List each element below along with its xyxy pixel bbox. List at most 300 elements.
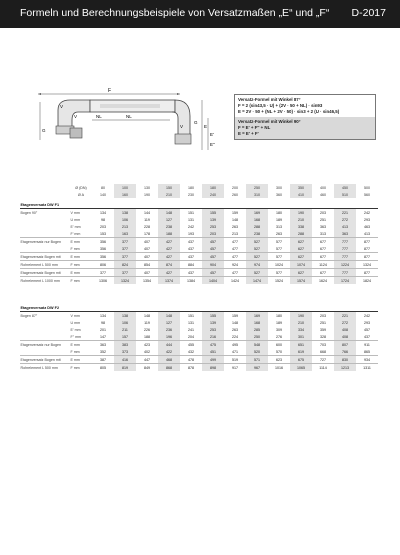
table-cell: 1724 bbox=[334, 277, 356, 285]
table-cell: 238 bbox=[246, 230, 268, 238]
table-cell: 402 bbox=[144, 349, 150, 354]
table-cell: 457 bbox=[202, 269, 224, 277]
column-dn-label: Ø (DN) bbox=[75, 185, 87, 190]
table-cell: 236 bbox=[158, 326, 180, 333]
table-cell: 285 bbox=[246, 326, 268, 333]
table-cell: 159 bbox=[232, 210, 238, 215]
table-cell: 627 bbox=[290, 238, 312, 246]
section-title: Etagenversatz DW F1 bbox=[20, 198, 378, 209]
table-row bbox=[20, 245, 378, 253]
column-header-ext: 360 bbox=[276, 192, 282, 197]
table-cell: 495 bbox=[224, 341, 246, 349]
label-nl: NL bbox=[126, 114, 132, 119]
table-cell: 924 bbox=[224, 261, 246, 269]
row-label: Etagenversatz nur Bogen bbox=[20, 238, 70, 246]
table-cell: 106 bbox=[114, 216, 136, 223]
table-cell: 1124 bbox=[312, 261, 334, 269]
table-row bbox=[20, 209, 378, 217]
table-cell: 213 bbox=[114, 223, 136, 230]
column-header-dn: 180 bbox=[202, 184, 224, 191]
table-cell: 203 bbox=[100, 224, 106, 229]
elbow-right bbox=[172, 100, 190, 136]
table-cell: 677 bbox=[312, 238, 334, 246]
table-cell: 1474 bbox=[246, 277, 268, 285]
table-cell: 1016 bbox=[268, 364, 290, 372]
table-cell: 169 bbox=[246, 312, 268, 320]
table-cell: 437 bbox=[180, 238, 202, 246]
table-cell: 134 bbox=[100, 313, 106, 318]
table-cell: 1424 bbox=[224, 277, 246, 285]
table-cell: 309 bbox=[276, 327, 282, 332]
formula-f-90: F = E' + F'' + NL bbox=[238, 125, 271, 130]
column-header-ext: 410 bbox=[290, 191, 312, 198]
table-cell: 1574 bbox=[290, 277, 312, 285]
table-cell: 407 bbox=[136, 269, 158, 277]
column-header-dn: 80 bbox=[101, 185, 105, 190]
table-cell: 148 bbox=[144, 313, 150, 318]
table-cell: 444 bbox=[158, 341, 180, 349]
table-cell: 180 bbox=[276, 313, 282, 318]
table-cell: 477 bbox=[232, 246, 238, 251]
table-cell: 242 bbox=[188, 224, 194, 229]
column-header-dn: 180 bbox=[188, 185, 194, 190]
table-row bbox=[20, 230, 378, 238]
table-cell: 127 bbox=[158, 216, 180, 223]
table-cell: 169 bbox=[246, 209, 268, 217]
table-cell: 854 bbox=[136, 261, 158, 269]
table-cell: 819 bbox=[114, 364, 136, 372]
row-label: Etagenversatz Bogen mit bbox=[20, 356, 70, 364]
column-header-dn: 450 bbox=[334, 184, 356, 191]
table-row bbox=[20, 333, 378, 341]
table-cell: 263 bbox=[276, 231, 282, 236]
table-cell: 383 bbox=[114, 341, 136, 349]
table-row bbox=[20, 269, 378, 277]
table-cell: 570 bbox=[276, 349, 282, 354]
table-cell: 527 bbox=[246, 245, 268, 253]
table-cell: 263 bbox=[232, 224, 238, 229]
table-cell: 627 bbox=[290, 253, 312, 261]
table-cell: 139 bbox=[202, 216, 224, 223]
row-unit: F mm bbox=[70, 364, 92, 372]
table-cell: 250 bbox=[246, 333, 268, 341]
row-unit: F' mm bbox=[70, 231, 81, 236]
table-cell: 1324 bbox=[114, 277, 136, 285]
table-row bbox=[20, 312, 378, 320]
table-cell: 766 bbox=[334, 348, 356, 356]
row-unit: V mm bbox=[70, 210, 80, 215]
table-cell: 877 bbox=[356, 238, 378, 246]
row-label bbox=[20, 333, 70, 341]
table-cell: 478 bbox=[180, 356, 202, 364]
table-cell: 457 bbox=[202, 253, 224, 261]
column-header-ext: 190 bbox=[144, 192, 150, 197]
table-cell: 151 bbox=[188, 210, 194, 215]
table-cell: 1524 bbox=[268, 277, 290, 285]
table-cell: 427 bbox=[158, 238, 180, 246]
table-row bbox=[20, 326, 378, 333]
table-cell: 1024 bbox=[268, 261, 290, 269]
table-cell: 777 bbox=[334, 238, 356, 246]
table-cell: 263 bbox=[232, 327, 238, 332]
table-row bbox=[20, 356, 378, 364]
table-cell: 1306 bbox=[92, 277, 114, 285]
table-cell: 134 bbox=[100, 210, 106, 215]
table-row bbox=[20, 253, 378, 261]
table-cell: 272 bbox=[334, 319, 356, 326]
table-cell: 387 bbox=[92, 356, 114, 364]
table-cell: 577 bbox=[268, 269, 290, 277]
row-unit: F mm bbox=[70, 349, 80, 354]
table-cell: 216 bbox=[202, 333, 224, 341]
row-unit: F mm bbox=[70, 261, 92, 269]
table-cell: 437 bbox=[188, 246, 194, 251]
table-cell: 427 bbox=[158, 253, 180, 261]
table-row bbox=[20, 319, 378, 326]
table-cell: 226 bbox=[144, 327, 150, 332]
formula-title-90: Versatz-Formel mit Winkel 90° bbox=[238, 119, 301, 124]
table-cell: 849 bbox=[136, 364, 158, 372]
table-cell: 251 bbox=[320, 217, 326, 222]
row-label bbox=[20, 216, 70, 223]
table-cell: 242 bbox=[364, 313, 370, 318]
table-cell: 148 bbox=[232, 320, 238, 325]
table-cell: 451 bbox=[202, 348, 224, 356]
table-cell: 139 bbox=[202, 319, 224, 326]
table-cell: 457 bbox=[202, 238, 224, 246]
row-unit: V mm bbox=[70, 313, 80, 318]
table-cell: 437 bbox=[180, 269, 202, 277]
table-cell: 151 bbox=[188, 313, 194, 318]
table-cell: 416 bbox=[114, 356, 136, 364]
column-ext-label: Ø A bbox=[78, 192, 84, 197]
offset-tables bbox=[20, 184, 378, 371]
table-cell: 241 bbox=[188, 327, 194, 332]
table-cell: 228 bbox=[144, 224, 150, 229]
label-e: E bbox=[204, 124, 208, 129]
table-cell: 352 bbox=[100, 349, 106, 354]
table-cell: 163 bbox=[114, 230, 136, 238]
table-cell: 1224 bbox=[334, 261, 356, 269]
formula-box bbox=[234, 94, 376, 140]
table-cell: 600 bbox=[268, 341, 290, 349]
table-cell: 1404 bbox=[202, 277, 224, 285]
table-cell: 675 bbox=[290, 356, 312, 364]
table-cell: 356 bbox=[92, 253, 114, 261]
row-label bbox=[20, 348, 70, 356]
table-cell: 917 bbox=[224, 364, 246, 372]
table-row bbox=[20, 348, 378, 356]
column-header-dn: 500 bbox=[364, 185, 370, 190]
table-cell: 777 bbox=[334, 245, 356, 253]
table-cell: 1824 bbox=[356, 277, 378, 285]
column-header-ext: 240 bbox=[202, 191, 224, 198]
offset-diagram bbox=[30, 88, 220, 168]
table-cell: 427 bbox=[158, 245, 180, 253]
table-cell: 777 bbox=[334, 253, 356, 261]
table-cell: 1384 bbox=[180, 277, 202, 285]
table-row bbox=[20, 216, 378, 223]
table-cell: 432 bbox=[188, 349, 194, 354]
table-cell: 203 bbox=[320, 210, 326, 215]
document-code: D-2017 bbox=[351, 7, 386, 19]
table-cell: 651 bbox=[290, 341, 312, 349]
table-cell: 904 bbox=[202, 261, 224, 269]
table-cell: 499 bbox=[202, 356, 224, 364]
table-cell: 577 bbox=[268, 238, 290, 246]
table-cell: 377 bbox=[114, 238, 136, 246]
table-cell: 377 bbox=[92, 269, 114, 277]
table-cell: 437 bbox=[180, 253, 202, 261]
table-cell: 363 bbox=[320, 224, 326, 229]
column-header-ext: 210 bbox=[158, 191, 180, 198]
label-g-2: G bbox=[194, 120, 198, 125]
table-cell: 727 bbox=[312, 356, 334, 364]
column-header-ext: 230 bbox=[188, 192, 194, 197]
row-label: Rohrelement L 1000 mm bbox=[20, 277, 70, 285]
table-cell: 301 bbox=[290, 333, 312, 341]
table-cell: 189 bbox=[276, 320, 282, 325]
table-cell: 1311 bbox=[356, 364, 378, 372]
row-label: Etagenversatz Bogen mit bbox=[20, 269, 70, 277]
table-cell: 127 bbox=[158, 319, 180, 326]
table-cell: 865 bbox=[364, 349, 370, 354]
table-cell: 138 bbox=[114, 209, 136, 217]
table-cell: 623 bbox=[268, 356, 290, 364]
row-unit: E' mm bbox=[70, 327, 81, 332]
row-label bbox=[20, 326, 70, 333]
page-header bbox=[0, 0, 400, 28]
table-cell: 519 bbox=[224, 356, 246, 364]
table-cell: 131 bbox=[188, 320, 194, 325]
row-label bbox=[20, 223, 70, 230]
table-cell: 455 bbox=[180, 341, 202, 349]
table-cell: 203 bbox=[320, 313, 326, 318]
table-cell: 877 bbox=[356, 253, 378, 261]
column-header-ext: 260 bbox=[232, 192, 238, 197]
table-row bbox=[20, 238, 378, 246]
table-cell: 193 bbox=[188, 231, 194, 236]
table-cell: 213 bbox=[232, 231, 238, 236]
table-cell: 423 bbox=[136, 341, 158, 349]
table-cell: 668 bbox=[320, 349, 326, 354]
table-cell: 148 bbox=[232, 217, 238, 222]
table-row bbox=[20, 223, 378, 230]
table-cell: 934 bbox=[356, 356, 378, 364]
column-header-dn: 300 bbox=[276, 185, 282, 190]
table-cell: 974 bbox=[246, 261, 268, 269]
table-cell: 407 bbox=[144, 246, 150, 251]
label-e-double-prime: E'' bbox=[210, 142, 215, 147]
table-cell: 276 bbox=[276, 334, 282, 339]
table-cell: 178 bbox=[144, 231, 150, 236]
table-cell: 422 bbox=[158, 348, 180, 356]
table-cell: 703 bbox=[312, 341, 334, 349]
column-header-ext: 310 bbox=[246, 191, 268, 198]
table-row bbox=[20, 277, 378, 285]
table-cell: 242 bbox=[364, 210, 370, 215]
table-cell: 168 bbox=[246, 216, 268, 223]
table-cell: 144 bbox=[144, 210, 150, 215]
table-cell: 138 bbox=[114, 312, 136, 320]
table-cell: 204 bbox=[188, 334, 194, 339]
table-cell: 577 bbox=[268, 253, 290, 261]
table-row bbox=[20, 261, 378, 269]
table-cell: 408 bbox=[334, 326, 356, 333]
table-cell: 180 bbox=[276, 210, 282, 215]
table-cell: 147 bbox=[100, 334, 106, 339]
table-cell: 463 bbox=[364, 224, 370, 229]
table-cell: 571 bbox=[246, 356, 268, 364]
table-cell: 805 bbox=[92, 364, 114, 372]
row-label: Bogen 87° bbox=[20, 313, 38, 318]
row-label: Etagenversatz Bogen mit bbox=[20, 253, 70, 261]
table-cell: 190 bbox=[290, 209, 312, 217]
table-cell: 253 bbox=[202, 223, 224, 230]
table-cell: 328 bbox=[320, 334, 326, 339]
table-cell: 373 bbox=[114, 348, 136, 356]
table-cell: 98 bbox=[101, 320, 105, 325]
table-cell: 874 bbox=[158, 261, 180, 269]
row-label: Etagenversatz nur Bogen bbox=[20, 341, 70, 349]
label-e-prime: E' bbox=[210, 132, 214, 137]
table-cell: 148 bbox=[158, 312, 180, 320]
label-v-2: V bbox=[74, 114, 78, 119]
table-cell: 577 bbox=[276, 246, 282, 251]
table-cell: 189 bbox=[276, 217, 282, 222]
table-cell: 313 bbox=[276, 224, 282, 229]
column-header-ext: 460 bbox=[320, 192, 326, 197]
row-unit: F mm bbox=[70, 277, 92, 285]
table-cell: 363 bbox=[334, 230, 356, 238]
label-g: G bbox=[42, 128, 46, 133]
table-cell: 363 bbox=[92, 341, 114, 349]
section-title: Etagenversatz DW F2 bbox=[20, 301, 378, 312]
row-unit: F mm bbox=[70, 246, 80, 251]
table-cell: 619 bbox=[290, 348, 312, 356]
table-cell: 1074 bbox=[290, 261, 312, 269]
table-cell: 477 bbox=[224, 253, 246, 261]
table-cell: 293 bbox=[364, 320, 370, 325]
table-cell: 878 bbox=[180, 364, 202, 372]
table-cell: 238 bbox=[158, 223, 180, 230]
table-cell: 627 bbox=[290, 245, 312, 253]
label-v: V bbox=[60, 104, 64, 109]
table-cell: 1354 bbox=[136, 277, 158, 285]
table-cell: 221 bbox=[334, 209, 356, 217]
table-cell: 898 bbox=[202, 364, 224, 372]
table-cell: 356 bbox=[100, 246, 106, 251]
table-cell: 967 bbox=[246, 364, 268, 372]
table-cell: 251 bbox=[320, 320, 326, 325]
table-cell: 153 bbox=[100, 231, 106, 236]
table-cell: 338 bbox=[290, 223, 312, 230]
table-cell: 457 bbox=[202, 245, 224, 253]
table-cell: 806 bbox=[92, 261, 114, 269]
row-unit: U mm bbox=[70, 217, 81, 222]
table-cell: 877 bbox=[364, 246, 370, 251]
table-cell: 211 bbox=[114, 326, 136, 333]
table-cell: 1065 bbox=[290, 364, 312, 372]
table-cell: 203 bbox=[202, 230, 224, 238]
row-unit: E mm bbox=[70, 269, 92, 277]
table-dw-f2 bbox=[20, 301, 378, 371]
table-cell: 1114 bbox=[312, 364, 334, 372]
row-unit: U mm bbox=[70, 320, 81, 325]
column-header-ext: 560 bbox=[364, 192, 370, 197]
row-label: Rohrelement L 500 mm bbox=[20, 261, 70, 269]
table-cell: 155 bbox=[202, 312, 224, 320]
table-cell: 188 bbox=[158, 230, 180, 238]
table-cell: 201 bbox=[100, 327, 106, 332]
table-cell: 119 bbox=[144, 320, 150, 325]
table-cell: 475 bbox=[202, 341, 224, 349]
table-cell: 168 bbox=[246, 319, 268, 326]
table-cell: 471 bbox=[232, 349, 238, 354]
row-label bbox=[20, 319, 70, 326]
column-header-dn: 200 bbox=[232, 185, 238, 190]
label-nl-2: NL bbox=[96, 114, 102, 119]
table-cell: 427 bbox=[158, 269, 180, 277]
table-cell: 188 bbox=[144, 334, 150, 339]
column-header-ext: 510 bbox=[334, 191, 356, 198]
formula-f-87: F = 2 (sin43,5 · U) + (2V · 50 + NL) · sin93 bbox=[238, 103, 323, 108]
table-cell: 196 bbox=[158, 333, 180, 341]
table-cell: 868 bbox=[158, 364, 180, 372]
table-cell: 106 bbox=[114, 319, 136, 326]
table-cell: 527 bbox=[246, 238, 268, 246]
table-cell: 807 bbox=[334, 341, 356, 349]
table-cell: 548 bbox=[246, 341, 268, 349]
row-unit: E mm bbox=[70, 253, 92, 261]
table-cell: 131 bbox=[188, 217, 194, 222]
table-cell: 190 bbox=[290, 312, 312, 320]
table-cell: 1324 bbox=[356, 261, 378, 269]
column-header-ext: 160 bbox=[114, 191, 136, 198]
table-cell: 477 bbox=[224, 269, 246, 277]
table-cell: 293 bbox=[364, 217, 370, 222]
table-cell: 407 bbox=[136, 253, 158, 261]
row-unit: E mm bbox=[70, 356, 92, 364]
table-cell: 527 bbox=[246, 269, 268, 277]
table-dw-f1 bbox=[20, 184, 378, 284]
table-cell: 98 bbox=[101, 217, 105, 222]
table-cell: 313 bbox=[320, 231, 326, 236]
table-cell: 911 bbox=[356, 341, 378, 349]
table-cell: 210 bbox=[290, 319, 312, 326]
table-row bbox=[20, 364, 378, 372]
table-cell: 408 bbox=[334, 333, 356, 341]
table-cell: 253 bbox=[202, 326, 224, 333]
row-unit: E mm bbox=[70, 238, 92, 246]
formula-e-87: E = 2V · 50 + (NL + 2V · 50) · sin3 + 2 (U · sin46,5) bbox=[238, 109, 340, 114]
row-label: Bogen 90° bbox=[20, 210, 38, 215]
table-cell: 1374 bbox=[158, 277, 180, 285]
row-label: Rohrelement L 500 mm bbox=[20, 364, 70, 372]
table-cell: 272 bbox=[334, 216, 356, 223]
table-cell: 288 bbox=[290, 230, 312, 238]
table-cell: 148 bbox=[158, 209, 180, 217]
table-cell: 377 bbox=[114, 269, 136, 277]
formula-e-90: E = E' + F' bbox=[238, 131, 259, 136]
table-cell: 157 bbox=[114, 333, 136, 341]
table-cell: 155 bbox=[202, 209, 224, 217]
column-header-dn: 400 bbox=[320, 185, 326, 190]
row-unit: F'' mm bbox=[70, 334, 82, 339]
table-cell: 527 bbox=[246, 253, 268, 261]
table-cell: 210 bbox=[290, 216, 312, 223]
page-title: Formeln und Berechnungsbeispiele von Versatzmaßen „E“ und „F“ bbox=[20, 7, 330, 19]
